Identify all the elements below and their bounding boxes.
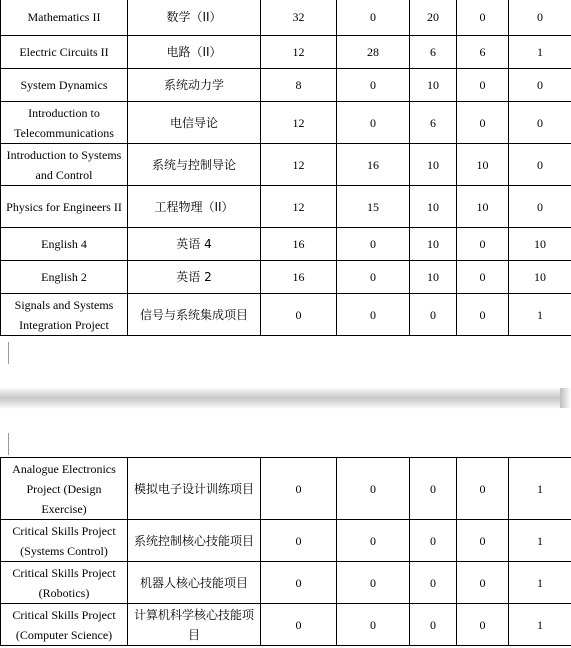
table-row — [1, 186, 571, 228]
hours-cell: 1 — [509, 36, 571, 69]
course-name-zh: 系统动力学 — [128, 69, 261, 102]
course-name-en: Critical Skills Project (Robotics) — [1, 562, 128, 604]
hours-cell: 10 — [410, 69, 457, 102]
hours-cell: 0 — [337, 261, 410, 294]
hours-cell: 0 — [457, 562, 509, 604]
table-row — [1, 562, 571, 604]
hours-cell: 6 — [457, 36, 509, 69]
course-name-zh: 系统与控制导论 — [128, 144, 261, 186]
hours-cell: 0 — [410, 458, 457, 520]
hours-cell: 1 — [509, 294, 571, 336]
hours-cell: 0 — [261, 520, 337, 562]
course-name-zh: 模拟电子设计训练项目 — [128, 458, 261, 520]
page-break-separator — [0, 387, 560, 409]
course-name-zh: 数学（II） — [128, 0, 261, 36]
table-row — [1, 294, 571, 336]
hours-cell: 0 — [457, 261, 509, 294]
table-row — [1, 261, 571, 294]
hours-cell: 10 — [509, 261, 571, 294]
course-name-en: Physics for Engineers II — [1, 186, 128, 228]
table-row — [1, 520, 571, 562]
page-corner-mark — [0, 433, 9, 455]
hours-cell: 16 — [261, 261, 337, 294]
hours-cell: 0 — [410, 604, 457, 646]
table-row — [1, 604, 571, 646]
course-name-en: Mathematics II — [1, 0, 128, 36]
hours-cell: 0 — [337, 458, 410, 520]
hours-cell: 10 — [410, 228, 457, 261]
hours-cell: 0 — [509, 69, 571, 102]
table-row — [1, 458, 571, 520]
hours-cell: 12 — [261, 186, 337, 228]
hours-cell: 0 — [337, 562, 410, 604]
hours-cell: 0 — [410, 562, 457, 604]
table-row — [1, 36, 571, 69]
hours-cell: 0 — [337, 102, 410, 144]
hours-cell: 0 — [509, 0, 571, 36]
hours-cell: 10 — [410, 186, 457, 228]
table-row — [1, 144, 571, 186]
table-row — [1, 228, 571, 261]
hours-cell: 15 — [337, 186, 410, 228]
hours-cell: 10 — [410, 144, 457, 186]
course-name-zh: 电信导论 — [128, 102, 261, 144]
hours-cell: 16 — [261, 228, 337, 261]
hours-cell: 0 — [337, 0, 410, 36]
course-name-zh: 计算机科学核心技能项目 — [128, 604, 261, 646]
hours-cell: 0 — [261, 604, 337, 646]
hours-cell: 0 — [457, 520, 509, 562]
course-name-zh: 英语 4 — [128, 228, 261, 261]
hours-cell: 0 — [457, 228, 509, 261]
course-name-en: Introduction to Telecommunications — [1, 102, 128, 144]
hours-cell: 0 — [457, 604, 509, 646]
hours-cell: 0 — [261, 458, 337, 520]
hours-cell: 0 — [337, 294, 410, 336]
hours-cell: 0 — [457, 0, 509, 36]
course-name-en: Critical Skills Project (Computer Science) — [1, 604, 128, 646]
course-name-zh: 信号与系统集成项目 — [128, 294, 261, 336]
course-name-zh: 系统控制核心技能项目 — [128, 520, 261, 562]
hours-cell: 0 — [509, 186, 571, 228]
course-name-en: English 2 — [1, 261, 128, 294]
hours-cell: 0 — [261, 294, 337, 336]
hours-cell: 10 — [410, 261, 457, 294]
hours-cell: 32 — [261, 0, 337, 36]
hours-cell: 1 — [509, 604, 571, 646]
hours-cell: 0 — [457, 69, 509, 102]
hours-cell: 12 — [261, 36, 337, 69]
hours-cell: 0 — [261, 562, 337, 604]
hours-cell: 0 — [509, 144, 571, 186]
hours-cell: 1 — [509, 562, 571, 604]
course-name-en: Analogue Electronics Project (Design Exercise) — [1, 458, 128, 520]
hours-cell: 0 — [337, 69, 410, 102]
hours-cell: 0 — [337, 520, 410, 562]
course-name-zh: 机器人核心技能项目 — [128, 562, 261, 604]
course-name-en: System Dynamics — [1, 69, 128, 102]
hours-cell: 12 — [261, 102, 337, 144]
course-name-en: Signals and Systems Integration Project — [1, 294, 128, 336]
hours-cell: 1 — [509, 458, 571, 520]
hours-cell: 0 — [457, 458, 509, 520]
hours-cell: 10 — [457, 144, 509, 186]
page-break-shadow — [560, 388, 571, 408]
hours-cell: 0 — [457, 294, 509, 336]
hours-cell: 0 — [457, 102, 509, 144]
course-name-en: Critical Skills Project (Systems Control) — [1, 520, 128, 562]
course-name-zh: 电路（II） — [128, 36, 261, 69]
hours-cell: 12 — [261, 144, 337, 186]
hours-cell: 0 — [410, 294, 457, 336]
course-name-zh: 工程物理（II） — [128, 186, 261, 228]
hours-cell: 28 — [337, 36, 410, 69]
hours-cell: 0 — [509, 102, 571, 144]
hours-cell: 16 — [337, 144, 410, 186]
hours-cell: 0 — [337, 228, 410, 261]
hours-cell: 10 — [509, 228, 571, 261]
hours-cell: 0 — [410, 520, 457, 562]
hours-cell: 20 — [410, 0, 457, 36]
hours-cell: 1 — [509, 520, 571, 562]
hours-cell: 8 — [261, 69, 337, 102]
hours-cell: 6 — [410, 102, 457, 144]
course-table-bottom — [0, 457, 571, 646]
hours-cell: 10 — [457, 186, 509, 228]
hours-cell: 0 — [337, 604, 410, 646]
table-row — [1, 0, 571, 36]
course-name-zh: 英语 2 — [128, 261, 261, 294]
course-name-en: English 4 — [1, 228, 128, 261]
hours-cell: 6 — [410, 36, 457, 69]
table-row — [1, 69, 571, 102]
course-name-en: Introduction to Systems and Control — [1, 144, 128, 186]
table-row — [1, 102, 571, 144]
course-name-en: Electric Circuits II — [1, 36, 128, 69]
page-corner-mark — [0, 342, 9, 364]
